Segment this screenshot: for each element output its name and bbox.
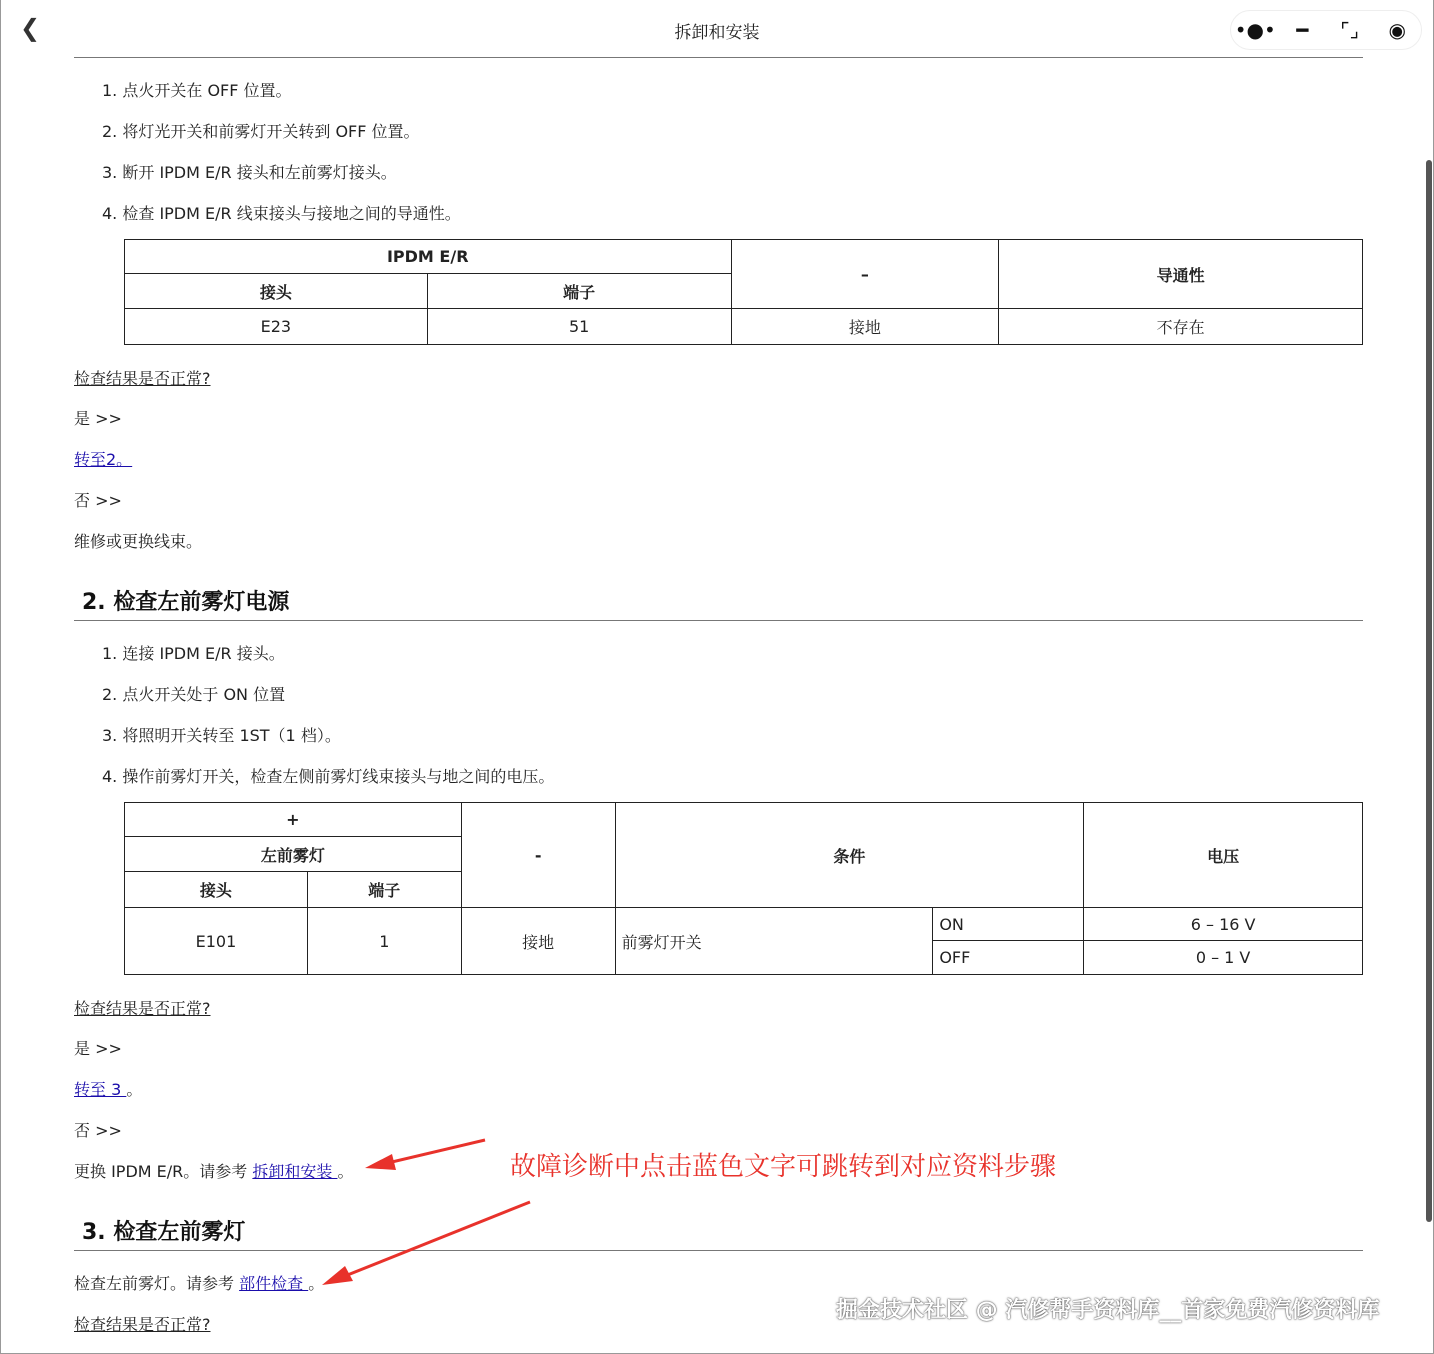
cell: E101: [125, 908, 308, 975]
header-terminal: 端子: [307, 872, 461, 908]
cell: 接地: [731, 309, 999, 345]
cell: 51: [427, 309, 731, 345]
cell: ON: [933, 908, 1084, 941]
no-label: 否 >>: [74, 491, 122, 510]
header-fog-lamp: 左前雾灯: [125, 837, 462, 872]
step: 3. 将照明开关转至 1ST（1 档）。: [102, 726, 341, 745]
header-voltage: 电压: [1084, 803, 1363, 908]
goto-2-link[interactable]: 转至2。: [74, 450, 133, 469]
removal-install-link[interactable]: 拆卸和安装: [252, 1162, 338, 1181]
header-dash: –: [731, 240, 999, 309]
minimize-icon[interactable]: ━: [1296, 18, 1309, 42]
punct: 。: [126, 1080, 143, 1099]
punct: 。: [308, 1274, 325, 1293]
header-ipdm: IPDM E/R: [125, 240, 732, 274]
cell: 1: [307, 908, 461, 975]
question[interactable]: 检查结果是否正常?: [74, 369, 211, 388]
yes-label: 是 >>: [74, 1039, 122, 1058]
step: 1. 连接 IPDM E/R 接头。: [102, 644, 285, 663]
step: 1. 点火开关在 OFF 位置。: [102, 81, 292, 100]
cell: OFF: [933, 941, 1084, 975]
cell: 0 – 1 V: [1084, 941, 1363, 975]
restore-icon[interactable]: ⌜⌟: [1340, 18, 1360, 42]
annotation-text: 故障诊断中点击蓝色文字可跳转到对应资料步骤: [510, 1152, 1057, 1182]
header-minus: -: [461, 803, 615, 908]
no-label: 否 >>: [74, 1121, 122, 1140]
cell: 前雾灯开关: [615, 908, 933, 975]
watermark: 掘金技术社区 @ 汽修帮手资料库__首家免费汽修资料库: [836, 1298, 1380, 1323]
cell: E23: [125, 309, 428, 345]
header-continuity: 导通性: [999, 240, 1363, 309]
step: 2. 将灯光开关和前雾灯开关转到 OFF 位置。: [102, 122, 420, 141]
header-connector: 接头: [125, 274, 428, 309]
cell: 不存在: [999, 309, 1363, 345]
text: 检查左前雾灯。请参考: [74, 1274, 240, 1293]
component-inspection-link[interactable]: 部件检查: [239, 1274, 309, 1293]
header-terminal: 端子: [427, 274, 731, 309]
window-title: 拆卸和安装: [674, 23, 760, 43]
more-icon[interactable]: •●•: [1234, 18, 1276, 42]
question[interactable]: 检查结果是否正常?: [74, 999, 211, 1018]
cell: 6 – 16 V: [1084, 908, 1363, 941]
step: 4. 操作前雾灯开关，检查左侧前雾灯线束接头与地之间的电压。: [102, 767, 555, 786]
question[interactable]: 检查结果是否正常?: [74, 1315, 211, 1334]
section-heading: 3. 检查左前雾灯: [82, 1220, 246, 1245]
no-action: 维修或更换线束。: [74, 532, 203, 551]
header-condition: 条件: [615, 803, 1084, 908]
step: 4. 检查 IPDM E/R 线束接头与接地之间的导通性。: [102, 204, 461, 223]
header-plus: +: [125, 803, 462, 837]
text: 更换 IPDM E/R。请参考: [74, 1162, 253, 1181]
cell: 接地: [461, 908, 615, 975]
record-icon[interactable]: ◉: [1388, 18, 1406, 42]
yes-label: 是 >>: [74, 409, 122, 428]
step: 3. 断开 IPDM E/R 接头和左前雾灯接头。: [102, 163, 397, 182]
goto-3-link[interactable]: 转至 3: [74, 1080, 127, 1099]
chevron-left-icon[interactable]: ❮: [20, 14, 41, 42]
step: 2. 点火开关处于 ON 位置: [102, 685, 286, 704]
header-connector: 接头: [125, 872, 308, 908]
section-heading: 2. 检查左前雾灯电源: [82, 590, 290, 615]
punct: 。: [337, 1162, 354, 1181]
